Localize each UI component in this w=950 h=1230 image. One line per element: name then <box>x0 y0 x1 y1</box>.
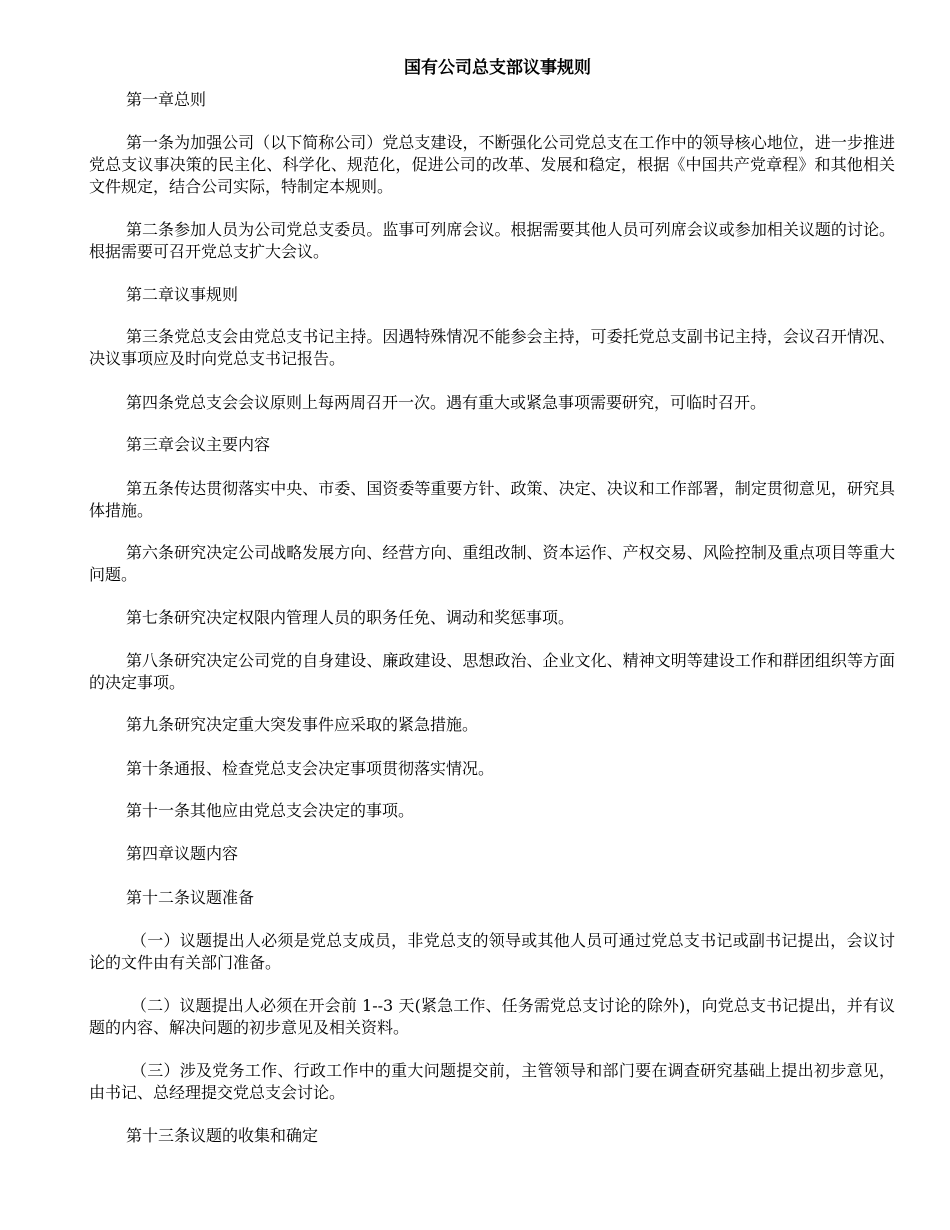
chapter-heading: 第一章总则 <box>126 90 207 109</box>
paragraph: 第三条党总支会由党总支书记主持。因遇特殊情况不能参会主持，可委托党总支副书记主持，会议召开情况、决议事项应及时向党总支书记报告。 <box>89 327 895 368</box>
paragraph: 第八条研究决定公司党的自身建设、廉政建设、思想政治、企业文化、精神文明等建设工作和群团组织等方面的决定事项。 <box>89 651 895 692</box>
paragraph: 第四条党总支会会议原则上每两周召开一次。遇有重大或紧急事项需要研究，可临时召开。 <box>126 393 767 412</box>
paragraph: 第二条参加人员为公司党总支委员。监事可列席会议。根据需要其他人员可列席会议或参加相关议题的讨论。根据需要可召开党总支扩大会议。 <box>89 220 895 261</box>
paragraph: 第一条为加强公司（以下简称公司）党总支建设，不断强化公司党总支在工作中的领导核心地位，进一步推进党总支议事决策的民主化、科学化、规范化，促进公司的改革、发展和稳定，根据《中国共产党章程》和其他相关文件规定，结合公司实际，特制定本规则。 <box>89 133 895 196</box>
list-item: （二）议题提出人必须在开会前 1--3 天(紧急工作、任务需党总支讨论的除外)，向党总支书记提出，并有议题的内容、解决问题的初步意见及相关资料。 <box>89 996 895 1037</box>
paragraph: 第九条研究决定重大突发事件应采取的紧急措施。 <box>126 715 479 734</box>
paragraph: 第六条研究决定公司战略发展方向、经营方向、重组改制、资本运作、产权交易、风险控制及重点项目等重大问题。 <box>89 543 895 584</box>
chapter-heading: 第三章会议主要内容 <box>126 435 271 454</box>
chapter-heading: 第四章议题内容 <box>126 844 239 863</box>
list-item: （三）涉及党务工作、行政工作中的重大问题提交前，主管领导和部门要在调查研究基础上提出初步意见，由书记、总经理提交党总支会讨论。 <box>89 1061 895 1102</box>
article-heading: 第十二条议题准备 <box>126 888 255 907</box>
list-item: （一）议题提出人必须是党总支成员，非党总支的领导或其他人员可通过党总支书记或副书记提出，会议讨论的文件由有关部门准备。 <box>89 931 895 972</box>
chapter-heading: 第二章议事规则 <box>126 285 239 304</box>
paragraph: 第七条研究决定权限内管理人员的职务任免、调动和奖惩事项。 <box>126 608 575 627</box>
paragraph: 第十一条其他应由党总支会决定的事项。 <box>126 801 415 820</box>
paragraph: 第十条通报、检查党总支会决定事项贯彻落实情况。 <box>126 759 495 778</box>
document-title: 国有公司总支部议事规则 <box>404 58 591 78</box>
article-heading: 第十三条议题的收集和确定 <box>126 1126 319 1145</box>
paragraph: 第五条传达贯彻落实中央、市委、国资委等重要方针、政策、决定、决议和工作部署，制定贯彻意见，研究具体措施。 <box>89 479 895 520</box>
